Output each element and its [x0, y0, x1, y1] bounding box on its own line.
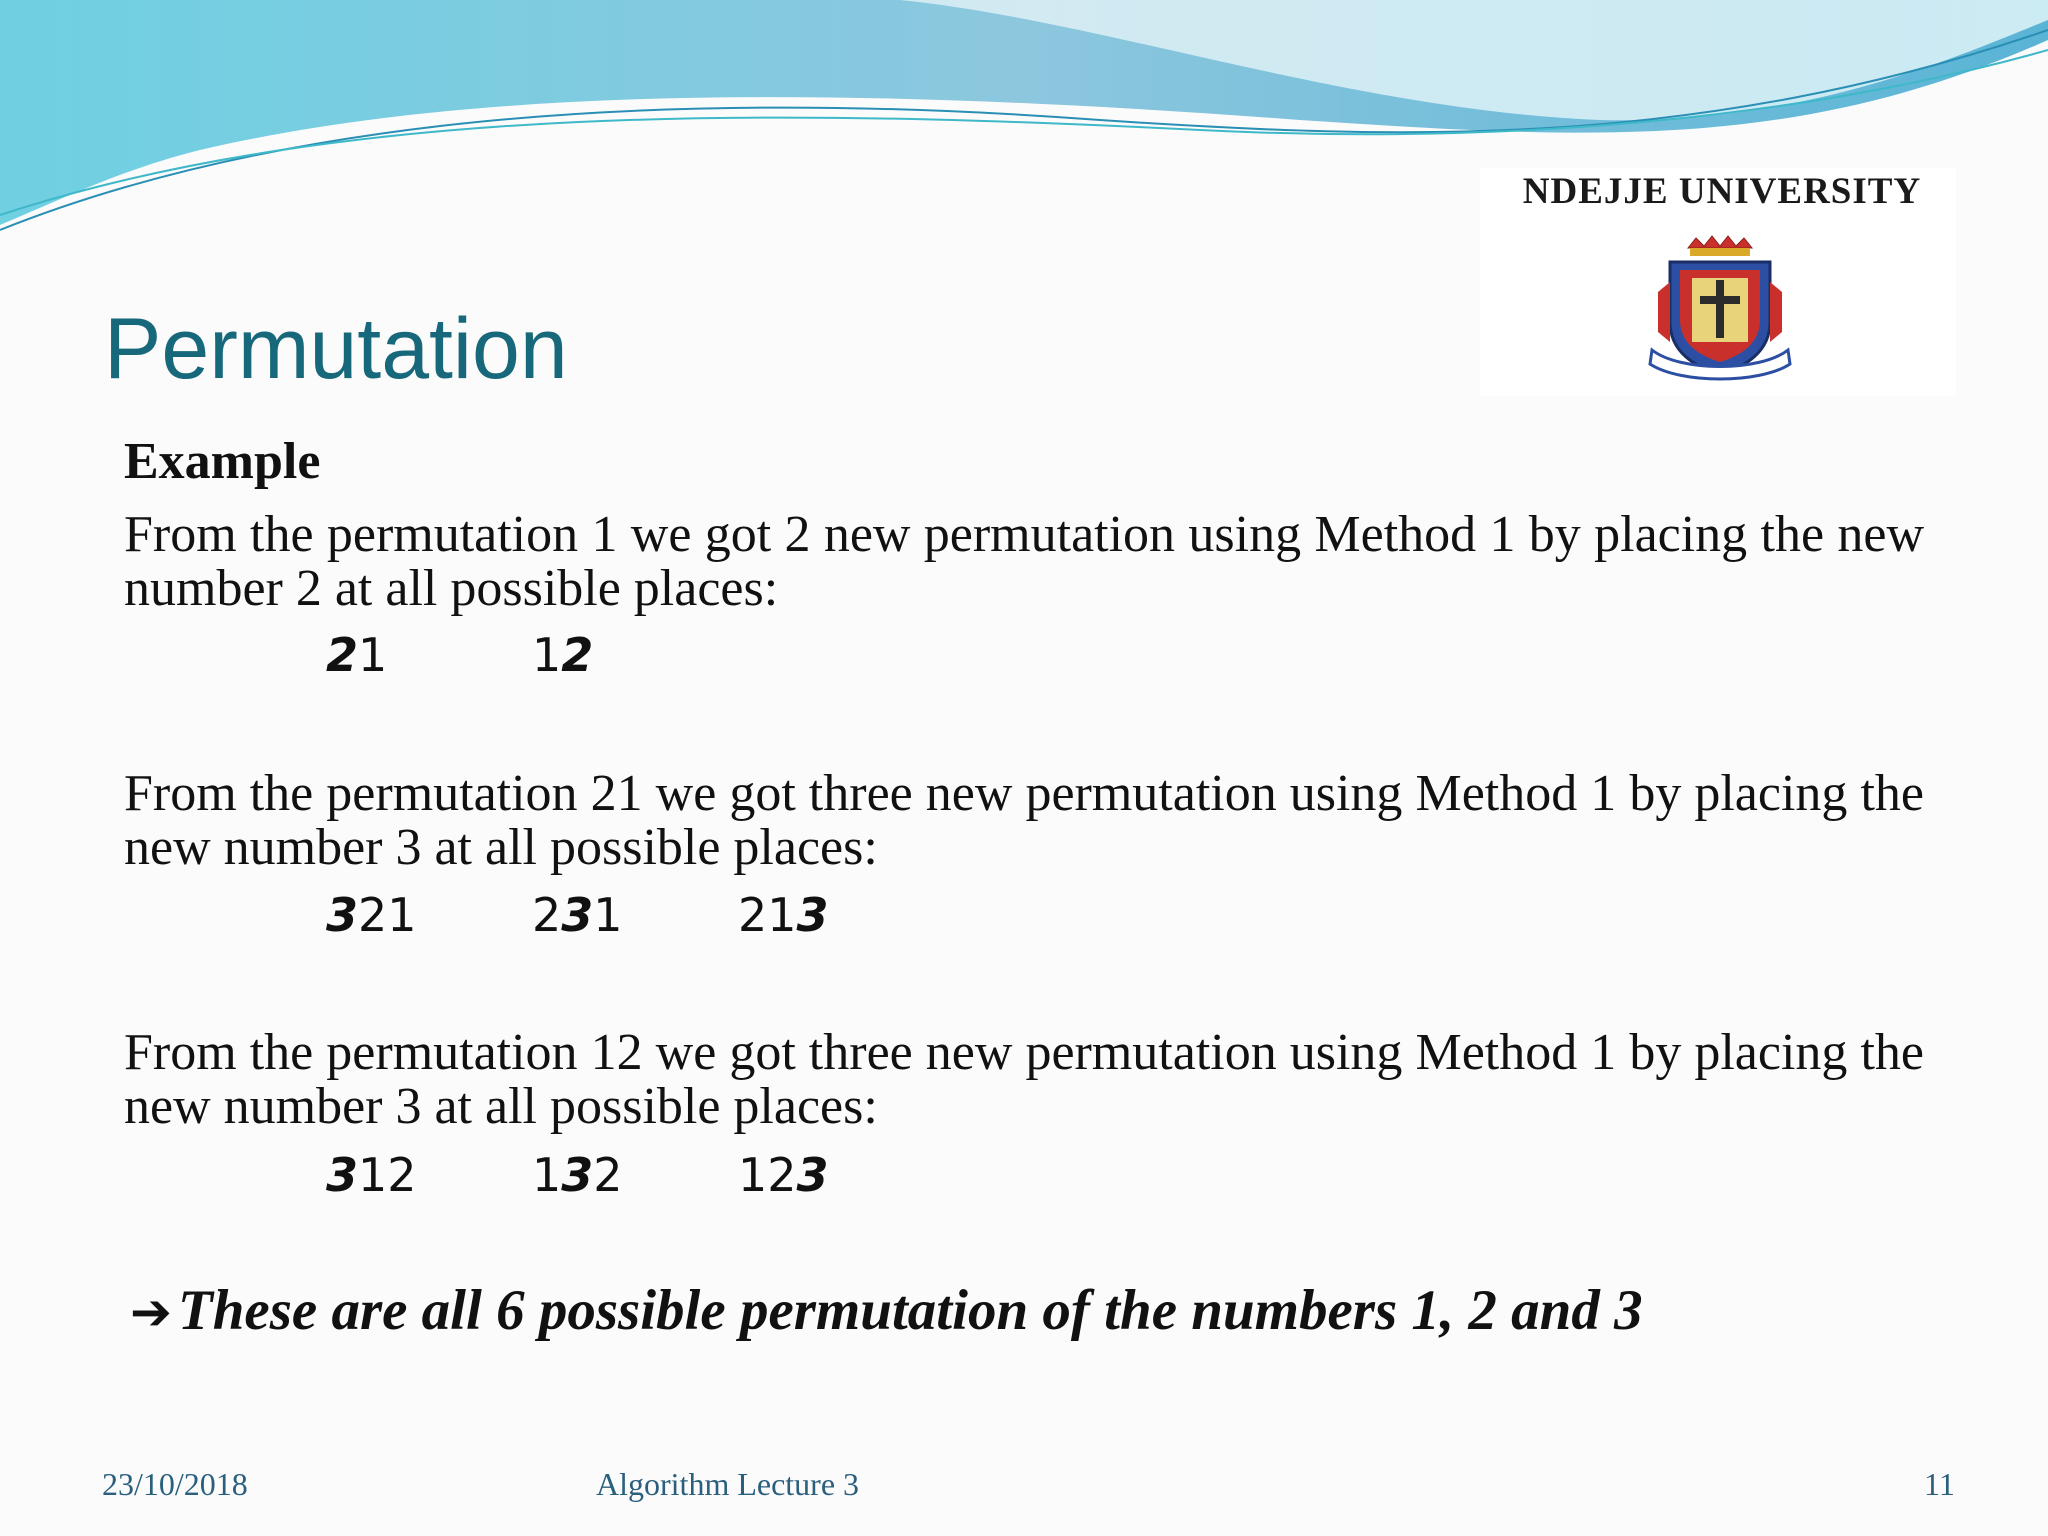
footer-date: 23/10/2018	[102, 1466, 248, 1502]
slide-title: Permutation	[104, 301, 568, 397]
paragraph-2: From the permutation 21 we got three new permutation using Method 1 by placing the new number 3 at all possible places:	[124, 765, 1924, 876]
permutation-row-1	[326, 628, 738, 682]
permutation-item: 132	[532, 1148, 623, 1202]
permutation-item: 12	[532, 628, 594, 682]
paragraph-1: From the permutation 1 we got 2 new permutation using Method 1 by placing the new number 2 at all possible places:	[124, 506, 1924, 617]
conclusion	[130, 1278, 1643, 1343]
permutation-row-2	[326, 888, 944, 942]
permutation-item: 321	[326, 888, 417, 942]
example-heading: Example	[124, 433, 321, 490]
university-crest-logo	[1640, 232, 1800, 392]
permutation-item: 21	[326, 628, 388, 682]
permutation-item: 213	[738, 888, 829, 942]
footer-course: Algorithm Lecture 3	[596, 1466, 860, 1502]
permutation-item: 312	[326, 1148, 417, 1202]
conclusion-text: These are all 6 possible permutation of the numbers 1, 2 and 3	[177, 1279, 1643, 1342]
permutation-row-3	[326, 1148, 944, 1202]
footer-page-number: 11	[1924, 1466, 1955, 1502]
permutation-item: 123	[738, 1148, 829, 1202]
paragraph-3: From the permutation 12 we got three new permutation using Method 1 by placing the new number 3 at all possible places:	[124, 1024, 1924, 1135]
permutation-item: 231	[532, 888, 623, 942]
university-name: NDEJJE UNIVERSITY	[1522, 171, 1922, 212]
arrow-right-icon: ➔	[130, 1283, 172, 1341]
